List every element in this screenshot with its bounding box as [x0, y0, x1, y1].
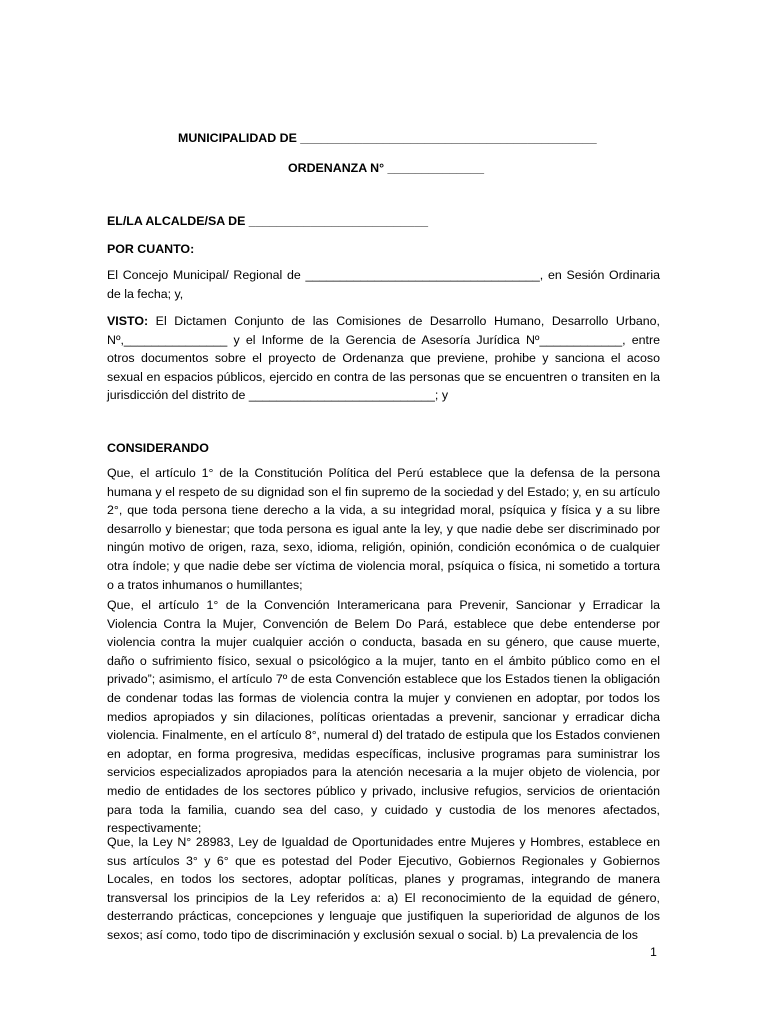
- mayor-line: EL/LA ALCALDE/SA DE __________________________: [107, 214, 428, 228]
- considerando-heading: CONSIDERANDO: [107, 441, 209, 455]
- visto-paragraph: [107, 312, 660, 405]
- paragraph-belem-do-para: Que, el artículo 1° de la Convención Interamericana para Prevenir, Sancionar y Erradicar la Violencia Contra la Mujer, Convención de Belem Do Pará, establece que debe entenderse por violencia contra la mujer cualquier acción o conducta, basada en su género, que cause muerte, daño o sufrimiento físico, sexual o psicológico a la mujer, tanto en el ámbito público como en el privado”; asimismo, el artículo 7º de esta Convención establece que los Estados tienen la obligación de condenar todas las formas de violencia contra la mujer y convienen en adoptar, por todos los medios apropiados y sin dilaciones, políticas orientadas a prevenir, sancionar y erradicar dicha violencia. Finalmente, en el artículo 8°, numeral d) del tratado de estipula que los Estados convienen en adoptar, en forma progresiva, medidas específicas, inclusive programas para suministrar los servicios especializados apropiados para la atención necesaria a la mujer objeto de violencia, por medio de entidades de los sectores público y privado, inclusive refugios, servicios de orientación para toda la familia, cuando sea del caso, y cuidado y custodia de los menores afectados, respectivamente;: [107, 598, 660, 836]
- page-number: 1: [650, 945, 657, 959]
- municipality-heading: MUNICIPALIDAD DE ___________________________________________: [178, 131, 597, 145]
- por-cuanto-heading: POR CUANTO:: [107, 242, 195, 256]
- visto-text: El Dictamen Conjunto de las Comisiones de Desarrollo Humano, Desarrollo Urbano, Nº,_______________ y el Informe de la Gerencia de Asesoría Jurídica Nº____________, entre otros documentos sobre el proyecto de Ordenanza que previene, prohibe y sanciona el acoso sexual en espacios públicos, ejercido en contra de las personas que se encuentren o transiten en la jurisdicción del distrito de ___________________________; y: [107, 314, 660, 403]
- paragraph-constitution: Que, el artículo 1° de la Constitución Política del Perú establece que la defensa de la persona humana y el respeto de su dignidad son el fin supremo de la sociedad y del Estado; y, en su artículo 2°, que toda persona tiene derecho a la vida, a su integridad moral, psíquica y física y a su libre desarrollo y bienestar; que toda persona es igual ante la ley, y que nadie debe ser discriminado por ningún motivo de origen, raza, sexo, idioma, religión, opinión, condición económica o de cualquier otra índole; y que nadie debe ser víctima de violencia moral, psíquica o física, ni sometido a tortura o a tratos inhumanos o humillantes;: [107, 466, 660, 592]
- ordinance-number-heading: ORDENANZA N° ______________: [288, 161, 484, 175]
- concejo-paragraph: El Concejo Municipal/ Regional de __________________________________, en Sesión Ordinaria de la fecha; y,: [107, 268, 660, 301]
- paragraph-ley-28983: Que, la Ley N° 28983, Ley de Igualdad de Oportunidades entre Mujeres y Hombres, establece en sus artículos 3° y 6° que es potestad del Poder Ejecutivo, Gobiernos Regionales y Gobiernos Locales, en todos los sectores, adoptar políticas, planes y programas, integrando de manera transversal los principios de la Ley referidos a: a) El reconocimiento de la equidad de género, desterrando prácticas, concepciones y lenguaje que justifiquen la superioridad de algunos de los sexos; así como, todo tipo de discriminación y exclusión sexual o social. b) La prevalencia de los: [107, 835, 660, 942]
- visto-label: VISTO:: [107, 314, 149, 328]
